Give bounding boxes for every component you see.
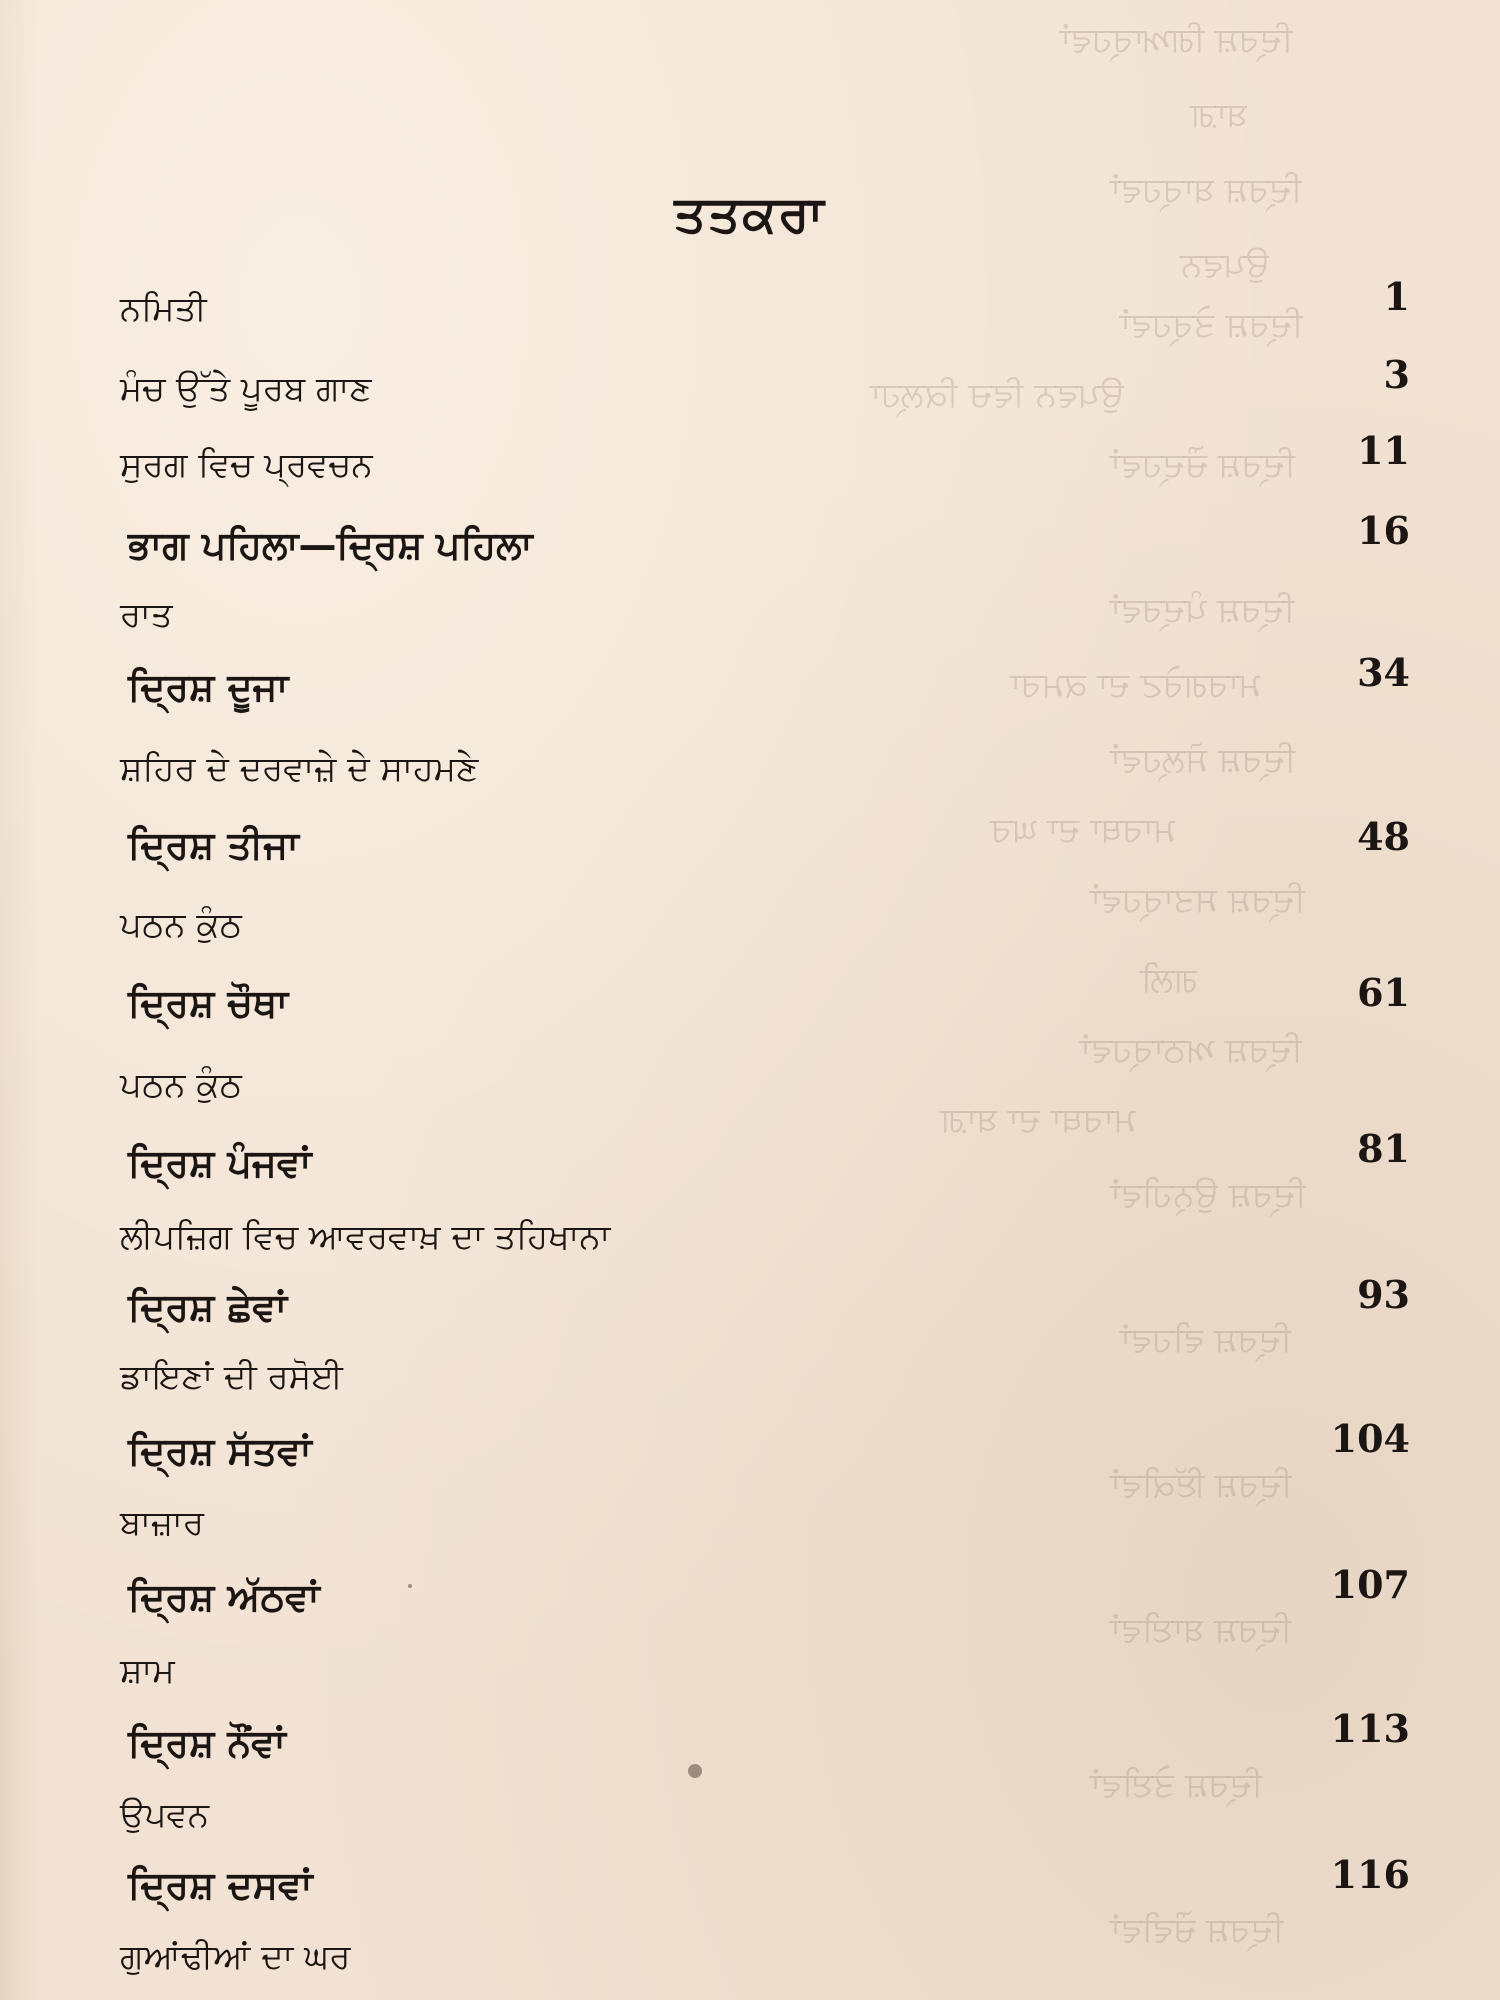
toc-entry-label: ਗੁਆਂਢੀਆਂ ਦਾ ਘਰ bbox=[120, 1937, 351, 1977]
toc-entry-label: ਬਾਜ਼ਾਰ bbox=[120, 1503, 204, 1543]
page-title: ਤਤਕਰਾ bbox=[674, 185, 826, 243]
toc-entry-heading: ਭਾਗ ਪਹਿਲਾ—ਦ੍ਰਿਸ਼ ਪਹਿਲਾ bbox=[128, 523, 533, 567]
toc-entry-heading: ਦ੍ਰਿਸ਼ ਦੂਜਾ bbox=[128, 665, 289, 709]
toc-page-number: 34 bbox=[1357, 650, 1410, 695]
toc-entry-heading: ਦ੍ਰਿਸ਼ ਸੱਤਵਾਂ bbox=[128, 1429, 312, 1473]
toc-entry-label: ਸੁਰਗ ਵਿਚ ਪ੍ਰਵਚਨ bbox=[120, 445, 373, 485]
toc-entry-heading: ਦ੍ਰਿਸ਼ ਚੌਥਾ bbox=[128, 981, 289, 1025]
toc-page-number: 107 bbox=[1330, 1562, 1410, 1607]
toc-entry-label: ਸ਼ਹਿਰ ਦੇ ਦਰਵਾਜ਼ੇ ਦੇ ਸਾਹਮਣੇ bbox=[120, 749, 479, 789]
toc-page-number: 48 bbox=[1357, 814, 1410, 859]
toc-entry-heading: ਦ੍ਰਿਸ਼ ਨੌਂਵਾਂ bbox=[128, 1721, 286, 1765]
toc-page-number: 11 bbox=[1357, 428, 1410, 473]
paper-speck bbox=[688, 1764, 702, 1778]
toc-page-number: 61 bbox=[1357, 970, 1410, 1015]
toc-entry-label: ਡਾਇਣਾਂ ਦੀ ਰਸੋਈ bbox=[120, 1357, 343, 1397]
show-through-text: ਦ੍ਰਿਸ਼ ਗਿਆਰ੍ਹਵਾਂ ਬਾਗ਼ ਦ੍ਰਿਸ਼ ਬਾਰ੍ਹਵਾਂ ਉਪਵਨ ਦ੍ਰਿਸ਼ ਤੇਰ੍ਹਵਾਂ ਉਪਵਨ ਵਿਚ ਕਿਲ੍ਹਾ ਦ੍ਰਿਸ਼ ਚੌਦ੍ਹਵਾਂ ਦ੍ਰਿਸ਼ ਪੰਦ੍ਰਵਾਂ ਮਾਰਗਰੇਟ ਦਾ ਕਮਰਾ ਦ੍ਰਿਸ਼ ਸੋਲ੍ਹਵਾਂ ਮਾਰਥਾ ਦਾ ਘਰ ਦ੍ਰਿਸ਼ ਸਤਾਰ੍ਹਵਾਂ ਗਲੀ ਦ੍ਰਿਸ਼ ਅਠਾਰ੍ਹਵਾਂ ਮਾਰਥਾ ਦਾ ਬਾਗ਼ ਦ੍ਰਿਸ਼ ਉਨ੍ਹੀਵਾਂ ਦ੍ਰਿਸ਼ ਵੀਹਵਾਂ ਦ੍ਰਿਸ਼ ਇੱਕੀਵਾਂ ਦ੍ਰਿਸ਼ ਬਾਈਵਾਂ ਦ੍ਰਿਸ਼ ਤੇਈਵਾਂ ਦ੍ਰਿਸ਼ ਚੌਵੀਵਾਂ bbox=[870, 20, 1306, 1950]
toc-entry-label: ਪਠਨ ਕੁੰਠ bbox=[120, 905, 242, 945]
toc-page-number: 104 bbox=[1330, 1416, 1410, 1461]
toc-entry-heading: ਦ੍ਰਿਸ਼ ਛੇਵਾਂ bbox=[128, 1285, 287, 1329]
toc-page-number: 1 bbox=[1383, 274, 1410, 319]
toc-page-number: 93 bbox=[1357, 1272, 1410, 1317]
toc-entry-heading: ਦ੍ਰਿਸ਼ ਪੰਜਵਾਂ bbox=[128, 1141, 312, 1185]
toc-page-number: 16 bbox=[1357, 508, 1410, 553]
toc-entry-label: ਰਾਤ bbox=[120, 595, 173, 635]
paper-speck bbox=[408, 1584, 412, 1588]
toc-entry-label: ਪਠਨ ਕੁੰਠ bbox=[120, 1065, 242, 1105]
toc-entry-label: ਮੰਚ ਉੱਤੇ ਪੂਰਬ ਗਾਣ bbox=[120, 369, 372, 409]
toc-entry-label: ਉਪਵਨ bbox=[120, 1795, 210, 1835]
toc-page-number: 3 bbox=[1383, 352, 1410, 397]
toc-entry-label: ਨਮਿਤੀ bbox=[120, 289, 207, 329]
toc-entry-heading: ਦ੍ਰਿਸ਼ ਤੀਜਾ bbox=[128, 823, 299, 867]
toc-entry-heading: ਦ੍ਰਿਸ਼ ਅੱਠਵਾਂ bbox=[128, 1575, 320, 1619]
toc-page-number: 116 bbox=[1330, 1852, 1410, 1897]
toc-page-number: 81 bbox=[1357, 1126, 1410, 1171]
toc-entry-heading: ਦ੍ਰਿਸ਼ ਦਸਵਾਂ bbox=[128, 1863, 313, 1907]
toc-entry-label: ਸ਼ਾਮ bbox=[120, 1651, 175, 1691]
toc-entry-label: ਲੀਪਜ਼ਿਗ ਵਿਚ ਆਵਰਵਾਖ਼ ਦਾ ਤਹਿਖਾਨਾ bbox=[120, 1217, 611, 1257]
toc-page-number: 113 bbox=[1330, 1706, 1410, 1751]
